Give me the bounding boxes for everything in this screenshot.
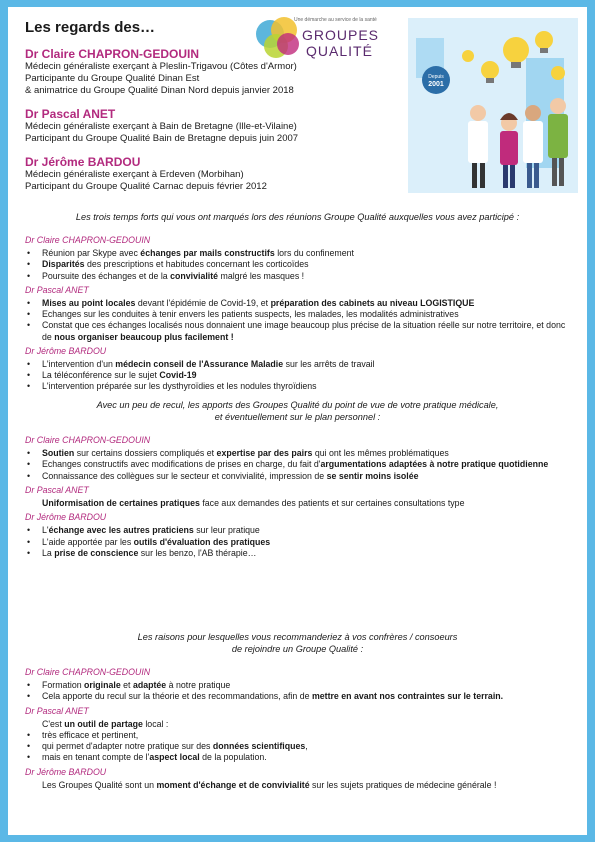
respondent-name: Dr Pascal ANET [25, 284, 89, 295]
answer-text: mais en tenant compte de l' [42, 752, 150, 763]
respondent-name: Dr Claire CHAPRON-GEDOUIN [25, 435, 151, 445]
respondent-name: Dr Pascal ANET [25, 705, 89, 716]
question-line: de rejoindre un Groupe Qualité : [231, 644, 364, 654]
section-question [8, 399, 587, 423]
answer-emphasis: se sentir moins isolée [326, 470, 419, 481]
answer-text: sur certains dossiers compliqués et [74, 448, 217, 459]
answer-text: face aux demandes des patients et sur certaines consultations type [199, 498, 465, 509]
answer-item [25, 259, 570, 270]
answer-item [25, 719, 570, 730]
answer-text: L'intervention d'un [42, 359, 116, 370]
logo-line-2: QUALITÉ [306, 43, 373, 59]
answer-text: Echanges sur les conduites à tenir envers les patients suspects, les malades, les modalités administratives [42, 309, 459, 320]
answer-text: qui ont les mêmes problématiques [312, 448, 449, 459]
person-name: Dr Claire CHAPRON-GEDOUIN [25, 47, 200, 61]
answer-list [25, 780, 570, 791]
answer-text: sur les sujets pratiques de médecine générale ! [309, 779, 497, 790]
answer-emphasis: Mises au point locales [42, 298, 136, 309]
answer-emphasis: préparation des cabinets au niveau LOGISTIQUE [270, 298, 475, 309]
answer-text: à notre pratique [166, 680, 231, 691]
answer-item [25, 271, 570, 282]
answer-text: très efficace et pertinent, [42, 730, 139, 741]
answer-emphasis: expertise par des pairs [216, 448, 313, 459]
answer-list [25, 498, 570, 509]
person-detail: Participant du Groupe Qualité Carnac depuis février 2012 [25, 181, 267, 192]
answer-text: La téléconférence sur le sujet [42, 370, 160, 381]
answer-text: Constat que ces échanges localisés nous donnaient une image beaucoup plus précise de la situation réelle sur notre territoire, et donc de [42, 320, 566, 342]
answer-emphasis: moment d'échange et de convivialité [156, 779, 310, 790]
respondent-name: Dr Jérôme BARDOU [25, 512, 107, 523]
section-answers [25, 667, 570, 794]
hero-illustration [408, 18, 578, 193]
answer-emphasis: médecin conseil de l'Assurance Maladie [115, 359, 284, 370]
answer-text: Formation [42, 680, 85, 691]
question-line: Avec un peu de recul, les apports des Groupes Qualité du point de vue de votre pratique médicale, [96, 400, 499, 410]
answer-list [25, 719, 570, 764]
answer-emphasis: échanges par mails constructifs [140, 248, 275, 259]
answer-item [25, 370, 570, 381]
answer-item [25, 298, 570, 309]
answer-text: L' [42, 525, 49, 536]
answer-text: sur leur pratique [193, 525, 260, 536]
answer-emphasis: Disparités [42, 259, 85, 270]
answer-text: sur les benzo, l'AB thérapie… [138, 547, 257, 558]
person-name: Dr Jérôme BARDOU [25, 155, 141, 169]
answer-text: Connaissance des collègues sur le secteur et convivialité, impression de [42, 470, 327, 481]
answer-emphasis: Soutien [42, 448, 75, 459]
svg-text:Depuis: Depuis [428, 74, 444, 80]
answer-item [25, 548, 570, 559]
respondent-name: Dr Claire CHAPRON-GEDOUIN [25, 235, 151, 245]
answer-list [25, 298, 570, 343]
answer-item [25, 525, 570, 536]
person-detail: Participant du Groupe Qualité Bain de Bretagne depuis juin 2007 [25, 133, 299, 144]
logo-line-1: GROUPES [302, 27, 380, 43]
person-detail: & animatrice du Groupe Qualité Dinan Nord depuis janvier 2018 [25, 85, 294, 96]
person-detail: Médecin généraliste exerçant à Pleslin-Trigavou (Côtes d'Armor) [25, 61, 297, 72]
answer-text: lors du confinement [274, 248, 354, 259]
answer-text: et [120, 680, 133, 691]
answer-list [25, 680, 570, 702]
answer-emphasis: outils d'évaluation des pratiques [133, 536, 271, 547]
answer-text: qui permet d'adapter notre pratique sur des [42, 741, 213, 752]
answer-text: de la population. [199, 752, 267, 763]
answer-item [25, 537, 570, 548]
page-title: Les regards des… [25, 19, 156, 36]
answer-item [25, 320, 570, 342]
respondent-name: Dr Jérôme BARDOU [25, 345, 107, 356]
respondent-name: Dr Jérôme BARDOU [25, 766, 107, 777]
answer-item [25, 498, 570, 509]
section-answers [25, 235, 570, 396]
answer-emphasis: prise de conscience [54, 547, 139, 558]
question-line: et éventuellement sur le plan personnel : [214, 412, 381, 422]
answer-text: Les Groupes Qualité sont un [42, 779, 157, 790]
person-detail: Médecin généraliste exerçant à Erdeven (Morbihan) [25, 169, 244, 180]
answer-item [25, 381, 570, 392]
answer-emphasis: convivialité [170, 270, 219, 281]
question-line: Les raisons pour lesquelles vous recommanderiez à vos confrères / consoeurs [137, 632, 458, 642]
answer-emphasis: données scientifiques [212, 741, 306, 752]
answer-item [25, 741, 570, 752]
answer-item [25, 730, 570, 741]
answer-item [25, 459, 570, 470]
question-line: Les trois temps forts qui vous ont marqués lors des réunions Groupe Qualité auxquelles vous avez participé : [75, 212, 520, 222]
answer-item [25, 752, 570, 763]
answer-emphasis: originale [84, 680, 121, 691]
answer-emphasis: argumentations adaptées à notre pratique quotidienne [320, 459, 549, 470]
answer-emphasis: Covid-19 [159, 370, 197, 381]
svg-text:2001: 2001 [428, 81, 444, 88]
answer-emphasis: adaptée [132, 680, 167, 691]
answer-text: Cela apporte du recul sur la théorie et des recommandations, afin de [42, 691, 312, 702]
respondent-name: Dr Claire CHAPRON-GEDOUIN [25, 667, 151, 677]
person-block [25, 107, 298, 145]
section-question [8, 211, 587, 223]
answer-emphasis: mettre en avant nos contraintes sur le terrain. [311, 691, 504, 702]
answer-text: des prescriptions et habitudes concernant les corticoïdes [84, 259, 309, 270]
answer-text: , [305, 741, 308, 752]
answer-item [25, 248, 570, 259]
answer-emphasis: échange avec les autres praticiens [48, 525, 194, 536]
answer-item [25, 471, 570, 482]
answer-item [25, 780, 570, 791]
person-name: Dr Pascal ANET [25, 107, 116, 121]
person-detail: Médecin généraliste exerçant à Bain de Bretagne (Ille-et-Vilaine) [25, 121, 297, 132]
answer-text: Réunion par Skype avec [42, 248, 141, 259]
answer-text: Echanges constructifs avec modifications de prises en charge, du fait d' [42, 459, 321, 470]
answer-text: La [42, 547, 55, 558]
person-block [25, 47, 297, 97]
answer-list [25, 359, 570, 393]
section-answers [25, 435, 570, 562]
answer-emphasis: aspect local [149, 752, 200, 763]
section-question [8, 631, 587, 655]
answer-text: Poursuite des échanges et de la [42, 270, 171, 281]
depuis-2001-badge [422, 66, 450, 94]
answer-item [25, 448, 570, 459]
answer-item [25, 680, 570, 691]
answer-item [25, 309, 570, 320]
answer-list [25, 525, 570, 559]
answer-emphasis: nous organiser beaucoup plus facilement ! [54, 331, 234, 342]
answer-item [25, 691, 570, 702]
answer-text: local : [142, 718, 169, 729]
answer-text: C'est [42, 718, 65, 729]
person-block [25, 155, 267, 193]
answer-text: sur les arrêts de travail [283, 359, 375, 370]
answer-text: L'aide apportée par les [42, 536, 134, 547]
logo-tagline: Une démarche au service de la santé [294, 17, 377, 23]
respondent-name: Dr Pascal ANET [25, 484, 89, 495]
person-detail: Participante du Groupe Qualité Dinan Est [25, 73, 200, 84]
answer-list [25, 248, 570, 282]
document-page [8, 7, 587, 835]
answer-list [25, 448, 570, 482]
answer-emphasis: Uniformisation de certaines pratiques [42, 498, 200, 509]
answer-text: devant l'épidémie de Covid-19, et [135, 298, 271, 309]
answer-item [25, 359, 570, 370]
answer-text: L'intervention préparée sur les dysthyroïdies et les nodules thyroïdiens [42, 381, 317, 392]
answer-emphasis: un outil de partage [64, 718, 143, 729]
answer-text: malgré les masques ! [218, 270, 305, 281]
